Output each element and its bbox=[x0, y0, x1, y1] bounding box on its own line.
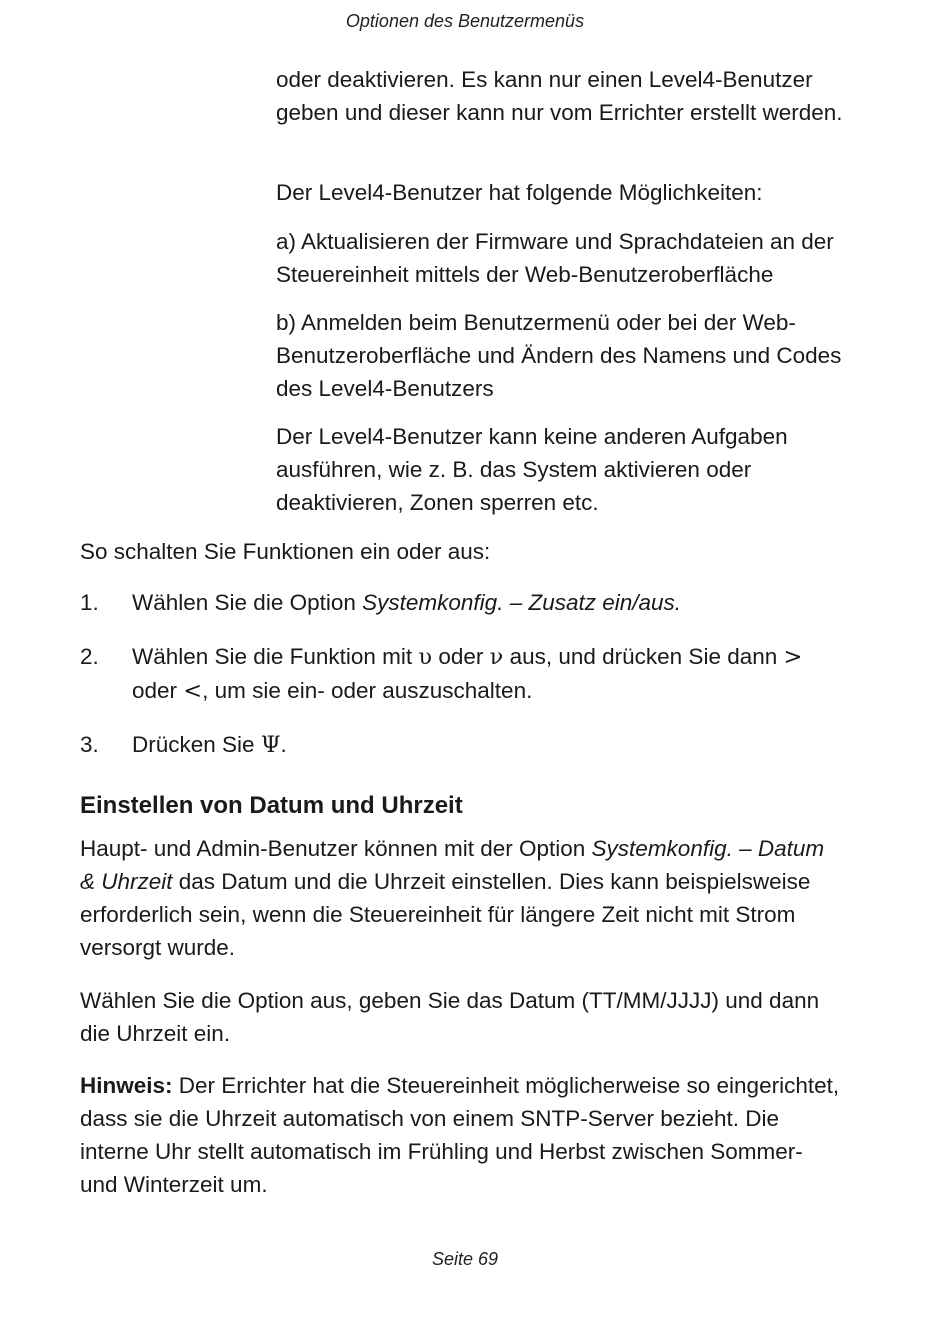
paragraph-level4-intro: oder deaktivieren. Es kann nur einen Level4-Benutzer geben und dieser kann nur vom Errichter erstellt werden. bbox=[276, 67, 843, 125]
step-number: 3. bbox=[80, 732, 99, 757]
left-key-symbol: < bbox=[183, 678, 203, 704]
page-header: Optionen des Benutzermenüs bbox=[345, 11, 585, 31]
paragraph-level4-restrictions: Der Level4-Benutzer kann keine anderen Aufgaben ausführen, wie z. B. das System aktivieren oder deaktivieren, Zonen sperren etc. bbox=[276, 424, 788, 515]
step-number: 2. bbox=[80, 644, 99, 669]
down-key-symbol: ν bbox=[489, 644, 504, 670]
step-1: Wählen Sie die Option Systemkonfig. – Zusatz ein/aus. bbox=[132, 590, 682, 615]
note-paragraph: Hinweis: Der Errichter hat die Steuereinheit möglicherweise so eingerichtet, dass sie die Uhrzeit automatisch von einem SNTP-Server bezieht. Die interne Uhr stellt automatisch im Frühling und Herbst zwischen Sommer- und Winterzeit um. bbox=[80, 1073, 840, 1197]
step-number: 1. bbox=[80, 590, 99, 615]
instructions-intro: So schalten Sie Funktionen ein oder aus: bbox=[80, 539, 491, 564]
step-3: Drücken Sie Ψ. bbox=[132, 732, 287, 758]
page-number: Seite 69 bbox=[431, 1249, 499, 1269]
up-key-symbol: υ bbox=[418, 644, 433, 670]
paragraph-date-time: Haupt- und Admin-Benutzer können mit der Option Systemkonfig. – Datum & Uhrzeit das Datum und die Uhrzeit einstellen. Dies kann beispielsweise erforderlich sein, wenn die Steuereinheit für längere Zeit nicht mit Strom versorgt wurde. bbox=[80, 836, 825, 960]
note-label: Hinweis: bbox=[80, 1073, 173, 1098]
section-heading: Einstellen von Datum und Uhrzeit bbox=[80, 792, 463, 819]
option-a: a) Aktualisieren der Firmware und Sprachdateien an der Steuereinheit mittels der Web-Benutzeroberfläche bbox=[276, 229, 834, 287]
step-2: Wählen Sie die Funktion mit υ oder ν aus, und drücken Sie dann > oder <, um sie ein- oder auszuschalten. bbox=[132, 644, 803, 704]
confirm-key-symbol: Ψ bbox=[260, 732, 281, 758]
paragraph-level4-options: Der Level4-Benutzer hat folgende Möglichkeiten: bbox=[276, 180, 763, 205]
paragraph-date-entry: Wählen Sie die Option aus, geben Sie das Datum (TT/MM/JJJJ) und dann die Uhrzeit ein. bbox=[80, 988, 820, 1046]
right-key-symbol: > bbox=[783, 644, 803, 670]
option-b: b) Anmelden beim Benutzermenü oder bei der Web-Benutzeroberfläche und Ändern des Namens und Codes des Level4-Benutzers bbox=[276, 310, 842, 401]
